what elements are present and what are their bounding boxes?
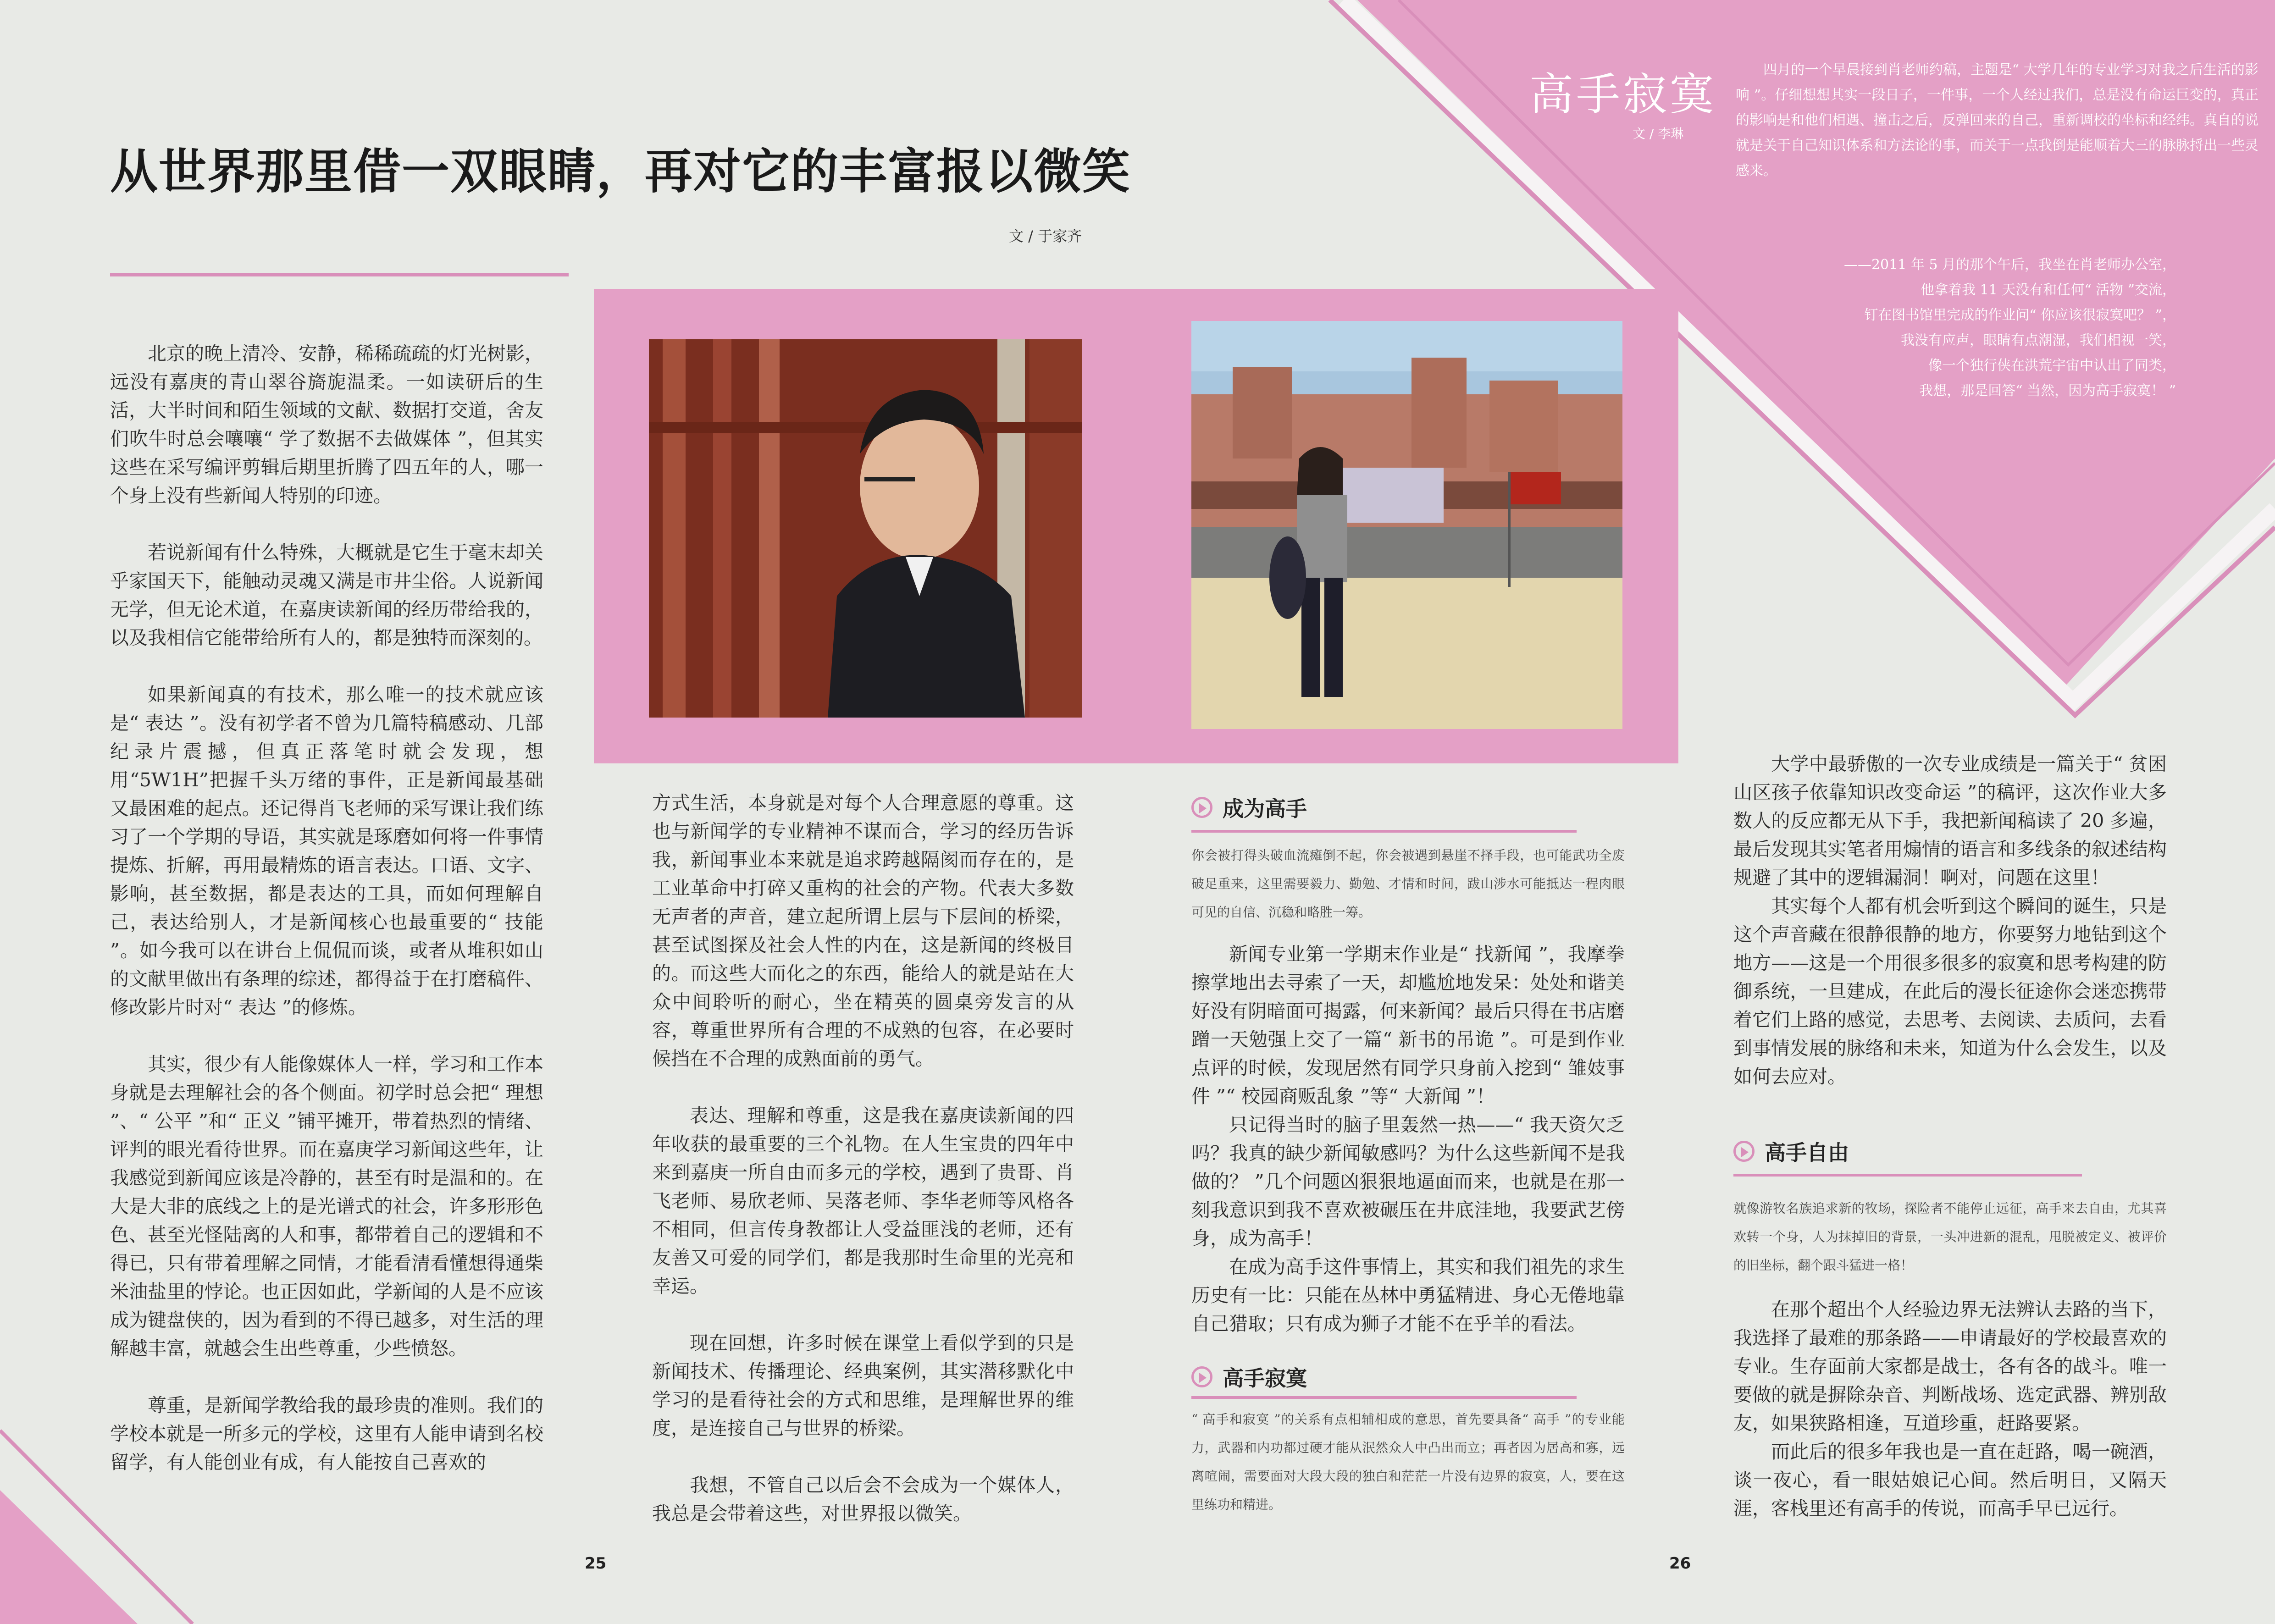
quote-line: ——2011 年 5 月的那个午后，我坐在肖老师办公室， [1843,257,2176,273]
page-number-right: 26 [1669,1554,1691,1573]
article-column-1 [110,339,543,1505]
paragraph: 我想，不管自己以后会不会成为一个媒体人，我总是会带着这些，对世界报以微笑。 [652,1474,1074,1525]
lead-text: “ 高手和寂寞 ”的关系有点相辅相成的意思，首先要具备“ 高手 ”的专业能力，武器和内功都过硬才能从泯然众人中凸出而立；再者因为居高和寡，远离喧闹，需要面对大段大段的独白和茫茫一片没有边界的寂寞，人，要在这里练功和精进。 [1191,1412,1625,1512]
paragraph: 北京的晚上清冷、安静，稀稀疏疏的灯光树影，远没有嘉庚的青山翠谷旖旎温柔。一如读研后的生活，大半时间和陌生领域的文献、数据打交道，舍友们吹牛时总会嚷嚷“ 学了数据不去做媒体 ”，但其实这些在采写编评剪辑后期里折腾了四五年的人，哪一个身上没有些新闻人特别的印迹。 [110,342,543,507]
section-lead-master-free [1733,1194,2167,1280]
section-title: 高手自由 [1765,1140,1849,1165]
paragraph: 方式生活，本身就是对每个人合理意愿的尊重。这也与新闻学的专业精神不谋而合，学习的经历告诉我，新闻事业本来就是追求跨越隔阂而存在的，是工业革命中打碎又重构的社会的产物。代表大多数无声者的声音，建立起所谓上层与下层间的桥梁，甚至试图探及社会人性的内在，这是新闻的终极目的。而这些大而化之的东西，能给人的就是站在大众中间聆听的耐心，坐在精英的圆桌旁发言的从容，尊重世界所有合理的不成熟的包容，在必要时候挡在不合理的成熟面前的勇气。 [652,792,1074,1070]
sidebar-heading: 高手寂寞 [1529,69,1716,120]
portrait-photo-man [649,339,1082,718]
quote-line: 我没有应声，眼睛有点潮湿，我们相视一笑， [1901,332,2176,348]
paragraph: 在那个超出个人经验边界无法辨认去路的当下，我选择了最难的那条路——申请最好的学校最喜欢的专业。生存面前大家都是战士，各有各的战斗。唯一要做的就是摒除杂音、判断战场、选定武器、辨别敌友，如果狭路相逢，互道珍重，赶路要紧。 [1733,1298,2167,1434]
paragraph: 在成为高手这件事情上，其实和我们祖先的求生历史有一比：只能在丛林中勇猛精进、身心无倦地靠自己猎取；只有成为狮子才能不在乎羊的看法。 [1191,1256,1625,1335]
section-body-master-free [1733,1295,2167,1523]
section-lead-master-lonely [1191,1405,1625,1519]
paragraph: 若说新闻有什么特殊，大概就是它生于毫末却关乎家国天下，能触动灵魂又满是市井尘俗。人说新闻无学，但无论术道，在嘉庚读新闻的经历带给我的，以及我相信它能带给所有人的，都是独特而深刻的。 [110,541,543,649]
article-byline: 文 / 于家齐 [1009,227,1082,245]
play-arrow-icon [1191,1366,1212,1387]
section-body-become-master [1191,940,1625,1338]
play-arrow-icon [1191,797,1212,818]
section-rule [1733,1174,2082,1177]
sidebar-quote [1736,252,2176,403]
section-title: 高手寂寞 [1223,1366,1307,1391]
paragraph: 现在回想，许多时候在课堂上看似学到的只是新闻技术、传播理论、经典案例，其实潜移默化中学习的是看待社会的方式和思维，是理解世界的维度，是连接自己与世界的桥梁。 [652,1332,1074,1439]
section-heading-master-lonely [1191,1362,1307,1392]
section-rule [1191,830,1577,833]
paragraph: 其实每个人都有机会听到这个瞬间的诞生，只是这个声音藏在很静很静的地方，你要努力地钻到这个地方——这是一个用很多很多的寂寞和思考构建的防御系统，一旦建成，在此后的漫长征途你会迷恋携带着它们上路的感觉，去思考、去阅读、去质问，去看到事情发展的脉络和未来，知道为什么会发生，以及如何去应对。 [1733,895,2167,1088]
quote-line: 钉在图书馆里完成的作业问“ 你应该很寂寞吧？ ”， [1864,307,2176,323]
play-arrow-icon [1733,1141,1755,1162]
paragraph: 大学中最骄傲的一次专业成绩是一篇关于“ 贫困山区孩子依靠知识改变命运 ”的稿评，这次作业大多数人的反应都无从下手，我把新闻稿读了 20 多遍，最后发现其实笔者用煽情的语言和多线条的叙述结构规避了其中的逻辑漏洞！啊对，问题在这里！ [1733,753,2167,889]
sidebar-intro [1736,57,2258,183]
title-rule [110,273,569,276]
section-lead-become-master [1191,841,1625,927]
paragraph: 表达、理解和尊重，这是我在嘉庚读新闻的四年收获的最重要的三个礼物。在人生宝贵的四年中来到嘉庚一所自由而多元的学校，遇到了贵哥、肖飞老师、易欣老师、吴落老师、李华老师等风格各不相同，但言传身教都让人受益匪浅的老师，还有友善又可爱的同学们，都是我那时生命里的光亮和幸运。 [652,1105,1074,1297]
paragraph: 如果新闻真的有技术，那么唯一的技术就应该是“ 表达 ”。没有初学者不曾为几篇特稿感动、几部纪录片震撼，但真正落笔时就会发现，想用“5W1H”把握千头万绪的事件，正是新闻最基础又最困难的起点。还记得肖飞老师的采写课让我们练习了一个学期的导语，其实就是琢磨如何将一件事情提炼、折解，再用最精炼的语言表达。口语、文字、影响，甚至数据，都是表达的工具，而如何理解自己，表达给别人，才是新闻核心也最重要的“ 技能 ”。如今我可以在讲台上侃侃而谈，或者从堆积如山的文献里做出有条理的综述，都得益于在打磨稿件、修改影片时对“ 表达 ”的修炼。 [110,684,543,1018]
quote-line: 他拿着我 11 天没有和任何“ 活物 ”交流， [1921,282,2176,298]
lead-text: 你会被打得头破血流瘫倒不起，你会被遇到悬崖不择手段，也可能武功全废破足重来，这里需要毅力、勤勉、才情和时间，跋山涉水可能抵达一程肉眼可见的自信、沉稳和略胜一筹。 [1191,848,1625,920]
page-number-left: 25 [585,1554,607,1573]
article-column-2 [652,789,1074,1556]
article-title: 从世界那里借一双眼睛，再对它的丰富报以微笑 [110,144,1131,199]
section-heading-become-master [1191,792,1307,823]
paragraph: 其实，很少有人能像媒体人一样，学习和工作本身就是去理解社会的各个侧面。初学时总会把“ 理想 ”、“ 公平 ”和“ 正义 ”铺平摊开，带着热烈的情绪、评判的眼光看待世界。而在嘉庚学习新闻这些年，让我感觉到新闻应该是冷静的，甚至有时是温和的。在大是大非的底线之上的是光谱式的社会，许多形形色色、甚至光怪陆离的人和事，都带着自己的逻辑和不得已，只有带着理解之同情，才能看清看懂想得通柴米油盐里的悖论。也正因如此，学新闻的人是不应该成为键盘侠的，因为看到的不得已越多，对生活的理解越丰富，就越会生出些尊重，少些愤怒。 [110,1053,543,1359]
quote-line: 我想，那是回答“ 当然，因为高手寂寞！ ” [1919,383,2176,399]
travel-photo-woman [1191,321,1622,729]
section-heading-master-free [1733,1136,1849,1166]
paragraph: 新闻专业第一学期末作业是“ 找新闻 ”，我摩拳擦掌地出去寻索了一天，却尴尬地发呆：处处和谐美好没有阴暗面可揭露，何来新闻？最后只得在书店磨蹭一天勉强上交了一篇“ 新书的吊诡 ”。可是到作业点评的时候，发现居然有同学只身前入挖到“ 雏妓事件 ”“ 校园商贩乱象 ”等“ 大新闻 ”！ [1191,943,1625,1107]
quote-line: 像一个独行侠在洪荒宇宙中认出了同类， [1928,358,2176,374]
paragraph: 而此后的很多年我也是一直在赶路，喝一碗酒，谈一夜心，看一眼姑娘记心间。然后明日，又隔天涯，客栈里还有高手的传说，而高手早已远行。 [1733,1441,2167,1519]
article-column-4 [1733,750,2167,1091]
sidebar-byline: 文 / 李琳 [1633,126,1684,141]
paragraph: 尊重，是新闻学教给我的最珍贵的准则。我们的学校本就是一所多元的学校，这里有人能申请到名校留学，有人能创业有成，有人能按自己喜欢的 [110,1394,543,1473]
section-rule [1191,1396,1577,1399]
section-title: 成为高手 [1223,796,1307,821]
sidebar-intro-text: 四月的一个早晨接到肖老师约稿，主题是“ 大学几年的专业学习对我之后生活的影响 ”。仔细想想其实一段日子，一件事，一个人经过我们，总是没有命运巨变的，真正的影响是和他们相遇、撞击之后，反弹回来的自己，重新调校的坐标和经纬。真自的说就是关于自己知识体系和方法论的事，而关于一点我倒是能顺着大三的脉脉捋出一些灵感来。 [1736,62,2258,179]
lead-text: 就像游牧名族追求新的牧场，探险者不能停止远征，高手来去自由，尤其喜欢转一个身，人为抹掉旧的背景，一头冲进新的混乱，甩脱被定义、被评价的旧坐标，翻个跟斗猛进一格！ [1733,1201,2167,1273]
paragraph: 只记得当时的脑子里轰然一热——“ 我天资欠乏吗？我真的缺少新闻敏感吗？为什么这些新闻不是我做的？ ”几个问题凶狠狠地逼面而来，也就是在那一刻我意识到我不喜欢被碾压在井底洼地，我要武艺傍身，成为高手！ [1191,1114,1625,1249]
